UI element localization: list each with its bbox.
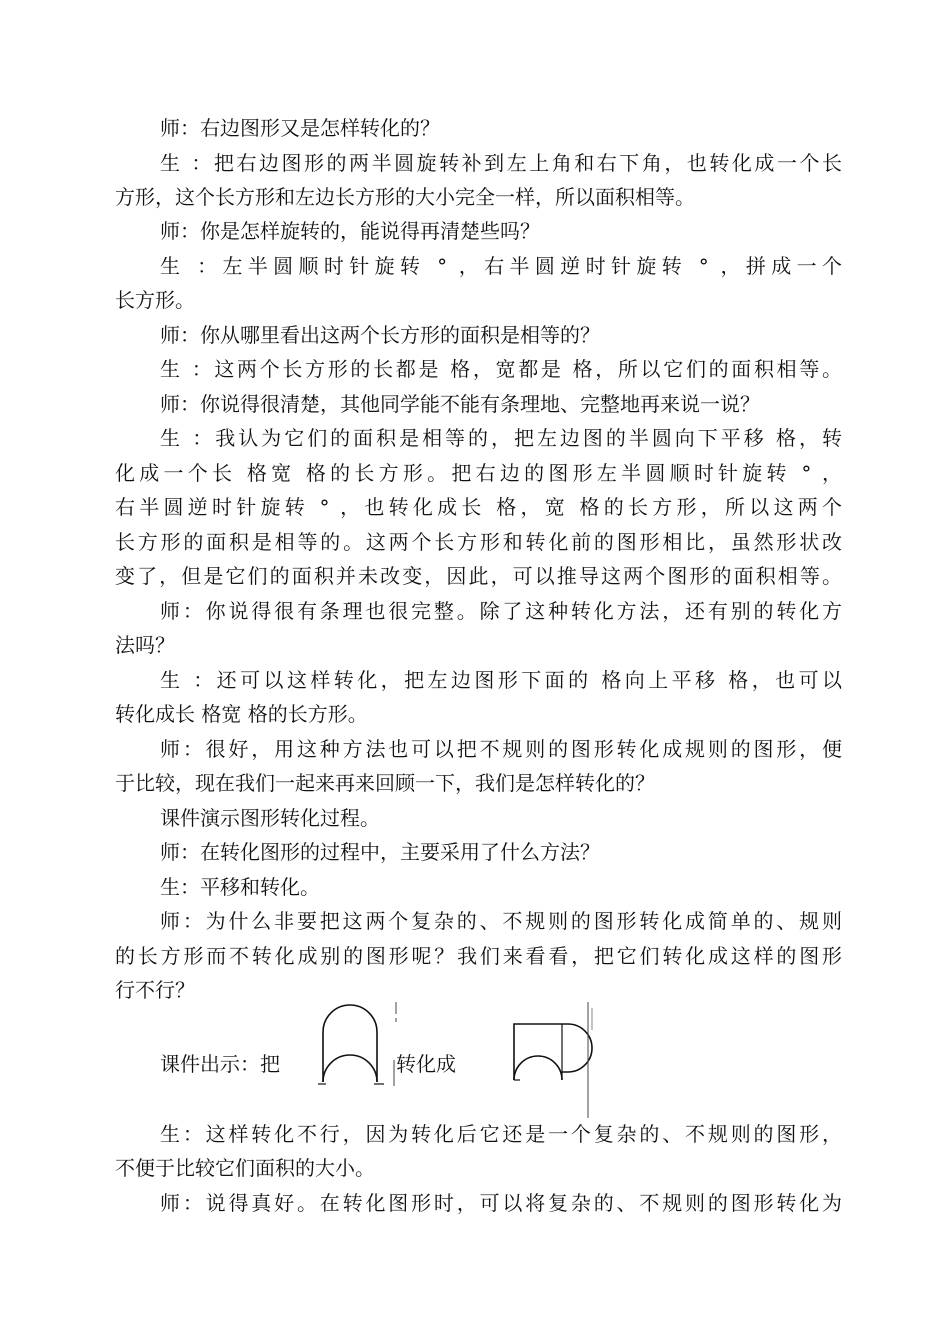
- text-line: 师：在转化图形的过程中，主要采用了什么方法？: [160, 840, 600, 864]
- text-line: 生 ：这两个长方形的长都是 格，宽都是 格，所以它们的面积相等。: [160, 357, 842, 381]
- text-line: 于比较，现在我们一起来再来回顾一下，我们是怎样转化的？: [115, 771, 655, 795]
- text-line: 右半圆逆时针旋转 ° ，也转化成长 格，宽 格的长方形，所以这两个: [115, 495, 842, 519]
- text-line: 生 ：把右边图形的两半圆旋转补到左上角和右下角，也转化成一个长: [160, 151, 842, 175]
- text-line: 课件演示图形转化过程。: [160, 806, 380, 830]
- text-line: 长方形。: [115, 288, 195, 312]
- rect-semicircle-figure: [508, 1000, 618, 1120]
- figure-row: [0, 1000, 950, 1120]
- text-line: 的长方形而不转化成别的图形呢？我们来看看，把它们转化成这样的图形: [115, 944, 842, 968]
- text-line: 师：很好，用这种方法也可以把不规则的图形转化成规则的图形，便: [160, 737, 842, 761]
- figure-label-after: 转化成: [396, 1052, 456, 1076]
- text-line: 转化成长 格宽 格的长方形。: [115, 702, 368, 726]
- text-line: 师：右边图形又是怎样转化的？: [160, 116, 440, 140]
- arch-shape-figure: [318, 1000, 398, 1100]
- text-line: 师：你说得很有条理也很完整。除了这种转化方法，还有别的转化方: [160, 599, 842, 623]
- text-line: 方形，这个长方形和左边长方形的大小完全一样，所以面积相等。: [115, 185, 695, 209]
- text-line: 变了，但是它们的面积并未改变，因此，可以推导这两个图形的面积相等。: [115, 564, 842, 588]
- text-line: 师：你说得很清楚，其他同学能不能有条理地、完整地再来说一说？: [160, 392, 760, 416]
- figure-label-before: 课件出示：把: [160, 1052, 280, 1076]
- text-line: 法吗？: [115, 633, 175, 657]
- text-line: 生 ：还可以这样转化，把左边图形下面的 格向上平移 格，也可以: [160, 668, 842, 692]
- text-line: 生 ：我认为它们的面积是相等的，把左边图的半圆向下平移 格，转: [160, 426, 842, 450]
- text-line: 师：说得真好。在转化图形时，可以将复杂的、不规则的图形转化为: [160, 1191, 842, 1215]
- text-line: 长方形的面积是相等的。这两个长方形和转化前的图形相比，虽然形状改: [115, 530, 842, 554]
- text-line: 师：为什么非要把这两个复杂的、不规则的图形转化成简单的、规则: [160, 909, 842, 933]
- text-line: 生：平移和转化。: [160, 875, 320, 899]
- text-line: 师：你从哪里看出这两个长方形的面积是相等的？: [160, 323, 600, 347]
- text-line: 化成一个长 格宽 格的长方形。把右边的图形左半圆顺时针旋转 ° ，: [115, 461, 842, 485]
- text-line: 不便于比较它们面积的大小。: [115, 1156, 375, 1180]
- text-line: 生 ：左半圆顺时针旋转 ° ，右半圆逆时针旋转 ° ，拼成一个: [160, 254, 842, 278]
- text-line: 生：这样转化不行，因为转化后它还是一个复杂的、不规则的图形，: [160, 1122, 842, 1146]
- text-line: 行不行？: [115, 978, 195, 1002]
- text-line: 师：你是怎样旋转的，能说得再清楚些吗？: [160, 219, 540, 243]
